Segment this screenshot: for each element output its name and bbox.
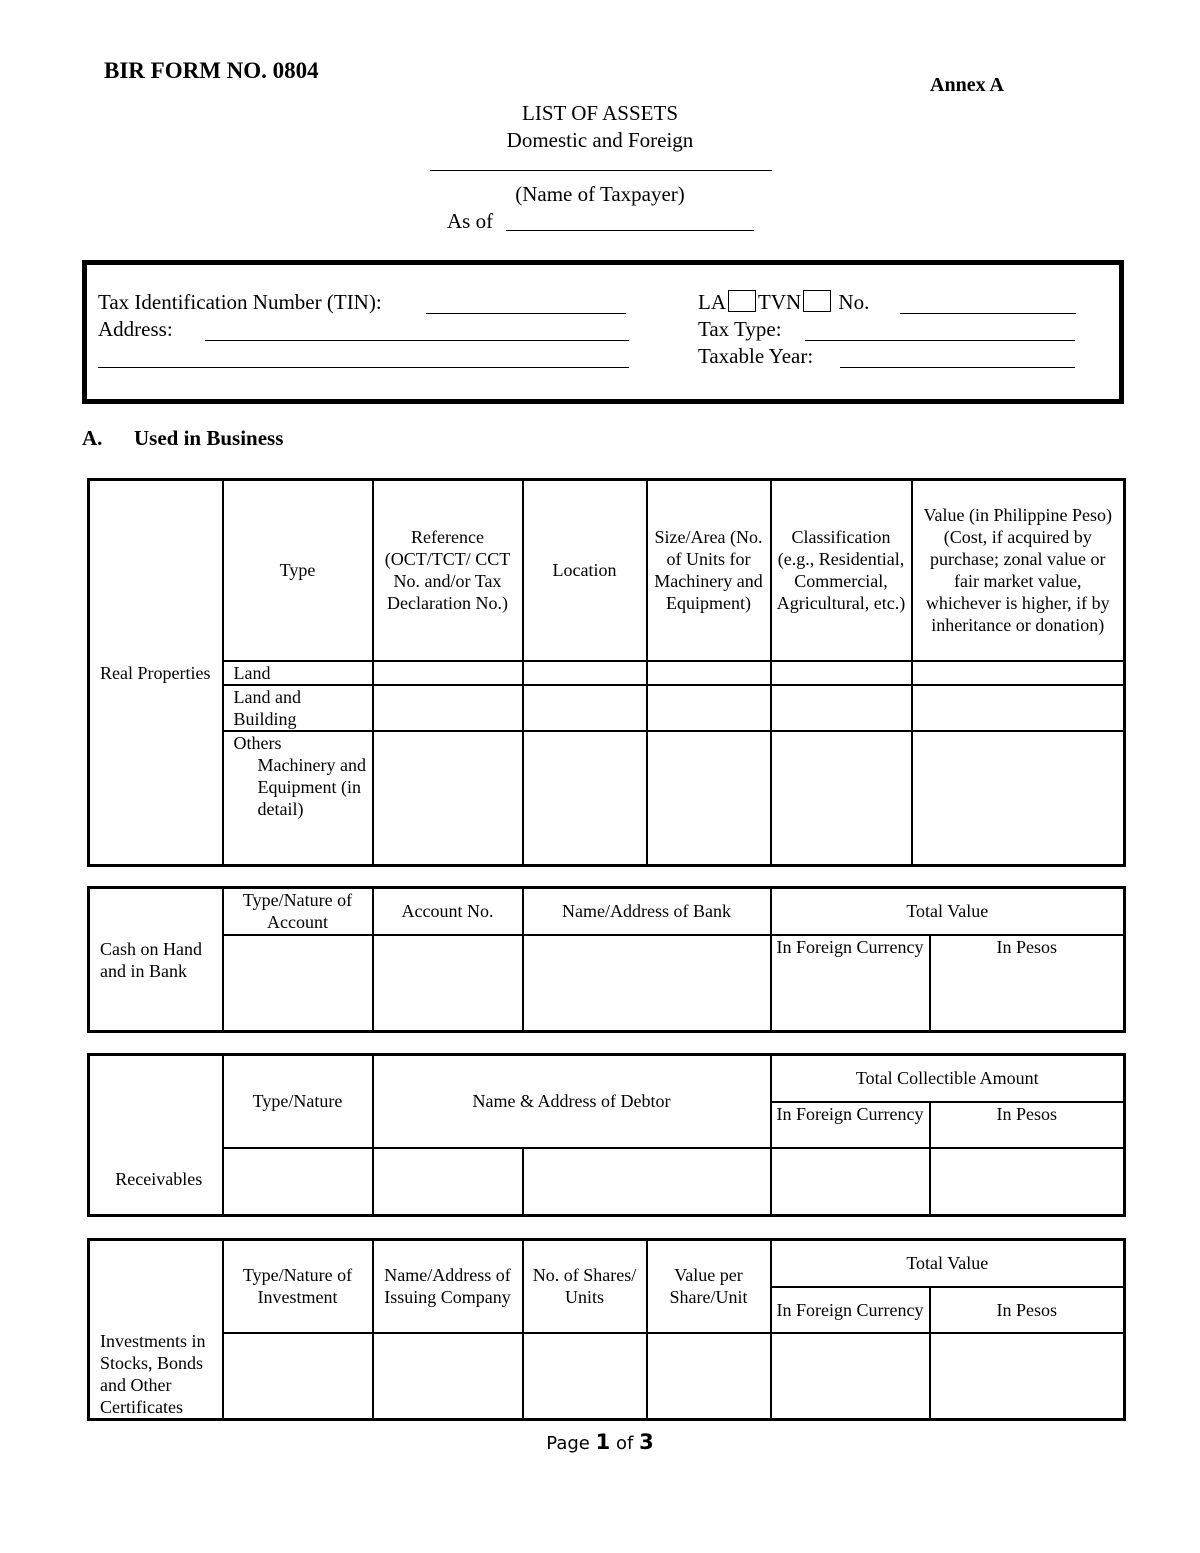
col-value-line2: (Cost, if acquired by purchase; zonal value or fair market value, whichever is higher, if by inheritance or donation) xyxy=(925,527,1110,636)
receivables-table xyxy=(87,1053,1126,1217)
col-total-value: Total Value xyxy=(771,1240,1125,1287)
real-properties-label: Real Properties xyxy=(89,480,223,866)
row-land-building-label: Land and Building xyxy=(223,685,373,731)
machinery-label: Machinery and Equipment (in detail) xyxy=(257,754,366,819)
no-label: No. xyxy=(838,290,870,314)
col-value xyxy=(912,480,1125,661)
tax-type-field[interactable] xyxy=(805,340,1075,341)
address-field-2[interactable] xyxy=(98,367,629,368)
land-building-cell[interactable] xyxy=(523,685,647,731)
land-cell[interactable] xyxy=(647,661,771,685)
land-building-cell[interactable] xyxy=(647,685,771,731)
col-pesos: In Pesos xyxy=(996,936,1058,957)
tin-field[interactable] xyxy=(426,313,626,314)
page-number: 1 xyxy=(595,1430,611,1454)
tax-type-label: Tax Type: xyxy=(698,317,782,341)
receivables-cell[interactable] xyxy=(373,1148,523,1216)
la-checkbox[interactable] xyxy=(728,290,756,312)
col-location: Location xyxy=(523,480,647,661)
cash-foreign-cell[interactable] xyxy=(771,935,930,1032)
col-total-collectible: Total Collectible Amount xyxy=(771,1055,1125,1102)
la-label: LA xyxy=(698,290,726,314)
col-shares: No. of Shares/ Units xyxy=(523,1240,647,1333)
investments-table xyxy=(87,1238,1126,1421)
section-a-title: Used in Business xyxy=(134,426,284,450)
col-value-line1: Value (in Philippine Peso) xyxy=(923,505,1112,526)
taxable-year-label: Taxable Year: xyxy=(698,344,814,368)
col-account-type: Type/Nature of Account xyxy=(223,888,373,935)
as-of-line[interactable] xyxy=(506,230,754,231)
real-properties-table xyxy=(87,478,1126,867)
tvn-label: TVN xyxy=(758,290,802,314)
la-tvn-group xyxy=(698,290,869,315)
receivables-cell[interactable] xyxy=(523,1148,771,1216)
taxpayer-name-label: (Name of Taxpayer) xyxy=(515,182,685,206)
col-account-no: Account No. xyxy=(373,888,523,935)
others-label: Others xyxy=(233,732,282,753)
receivables-label: Receivables xyxy=(89,1055,223,1216)
col-type: Type xyxy=(223,480,373,661)
col-issuing-company: Name/Address of Issuing Company xyxy=(373,1240,523,1333)
cash-label: Cash on Hand and in Bank xyxy=(89,888,223,1032)
land-building-cell[interactable] xyxy=(912,685,1125,731)
tin-label: Tax Identification Number (TIN): xyxy=(98,290,382,314)
land-cell[interactable] xyxy=(523,661,647,685)
investment-cell[interactable] xyxy=(771,1333,930,1420)
investments-label: Investments in Stocks, Bonds and Other Certificates xyxy=(89,1240,223,1420)
col-foreign: In Foreign Currency xyxy=(771,1102,930,1148)
taxpayer-name-line[interactable] xyxy=(430,170,772,171)
others-cell[interactable] xyxy=(373,731,523,866)
tvn-checkbox[interactable] xyxy=(803,290,831,312)
as-of-label: As of xyxy=(447,209,494,233)
page-title: LIST OF ASSETS xyxy=(522,101,678,125)
row-land-label: Land xyxy=(223,661,373,685)
land-building-cell[interactable] xyxy=(373,685,523,731)
col-debtor: Name & Address of Debtor xyxy=(373,1055,771,1148)
land-cell[interactable] xyxy=(373,661,523,685)
col-value-per-share: Value per Share/Unit xyxy=(647,1240,771,1333)
section-a-number: A. xyxy=(82,426,103,450)
address-label: Address: xyxy=(98,317,173,341)
investment-cell[interactable] xyxy=(223,1333,373,1420)
taxpayer-info-box xyxy=(82,260,1124,404)
col-reference: Reference (OCT/TCT/ CCT No. and/or Tax Declaration No.) xyxy=(373,480,523,661)
cash-cell[interactable] xyxy=(223,935,373,1032)
of-word: of xyxy=(615,1433,634,1454)
land-building-cell[interactable] xyxy=(771,685,912,731)
investment-cell[interactable] xyxy=(647,1333,771,1420)
col-classification: Classification (e.g., Residential, Commercial, Agricultural, etc.) xyxy=(771,480,912,661)
col-receivable-type: Type/Nature xyxy=(223,1055,373,1148)
page-word: Page xyxy=(546,1433,590,1454)
others-cell[interactable] xyxy=(771,731,912,866)
taxable-year-field[interactable] xyxy=(840,367,1075,368)
cash-cell[interactable] xyxy=(523,935,771,1032)
land-cell[interactable] xyxy=(771,661,912,685)
col-foreign: In Foreign Currency xyxy=(771,1287,930,1333)
cash-pesos-cell[interactable] xyxy=(930,935,1125,1032)
page-subtitle: Domestic and Foreign xyxy=(506,128,694,152)
col-size: Size/Area (No. of Units for Machinery and Equipment) xyxy=(647,480,771,661)
receivables-cell[interactable] xyxy=(930,1148,1125,1216)
receivables-cell[interactable] xyxy=(771,1148,930,1216)
col-pesos: In Pesos xyxy=(930,1287,1125,1333)
others-cell[interactable] xyxy=(647,731,771,866)
col-investment-type: Type/Nature of Investment xyxy=(223,1240,373,1333)
cash-cell[interactable] xyxy=(373,935,523,1032)
others-cell[interactable] xyxy=(912,731,1125,866)
cash-table xyxy=(87,886,1126,1033)
annex-label: Annex A xyxy=(930,74,1004,96)
col-foreign: In Foreign Currency xyxy=(776,936,924,957)
investment-cell[interactable] xyxy=(373,1333,523,1420)
receivables-cell[interactable] xyxy=(223,1148,373,1216)
section-a-heading xyxy=(82,426,283,451)
page-total: 3 xyxy=(639,1430,654,1454)
col-pesos: In Pesos xyxy=(930,1102,1125,1148)
la-tvn-number-field[interactable] xyxy=(900,313,1076,314)
others-cell[interactable] xyxy=(523,731,647,866)
land-cell[interactable] xyxy=(912,661,1125,685)
address-field-1[interactable] xyxy=(205,340,629,341)
investment-cell[interactable] xyxy=(523,1333,647,1420)
page-footer xyxy=(0,1430,1200,1454)
col-total-value: Total Value xyxy=(771,888,1125,935)
col-bank: Name/Address of Bank xyxy=(523,888,771,935)
row-others-label xyxy=(223,731,373,866)
form-number: BIR FORM NO. 0804 xyxy=(104,58,319,83)
investment-cell[interactable] xyxy=(930,1333,1125,1420)
